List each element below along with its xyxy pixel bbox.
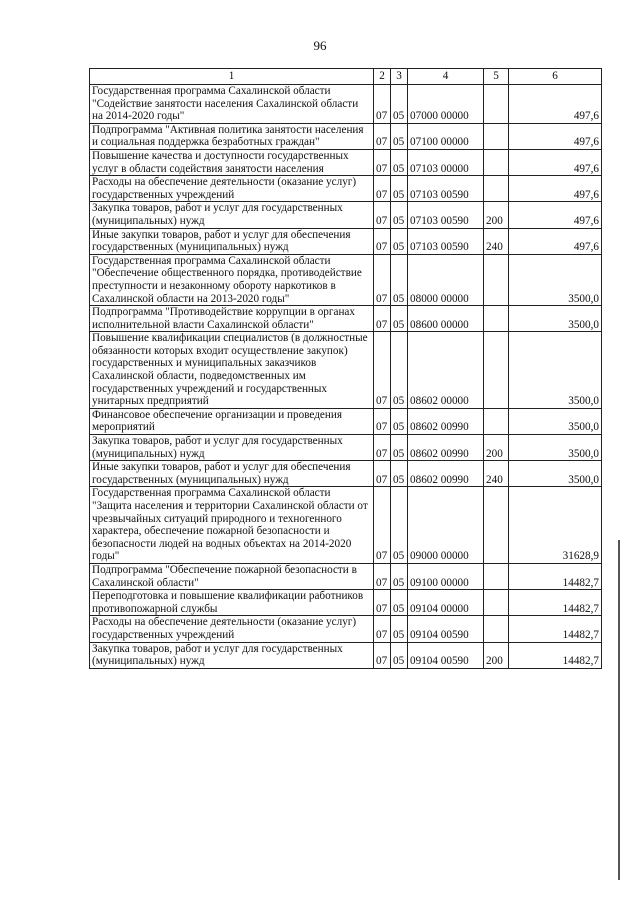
row-name: Государственная программа Сахалинской области "Обеспечение общественного порядка, противодействие преступности и незаконному обороту наркотиков в Сахалинской области на 2013-2020 годы": [90, 254, 374, 305]
row-name: Подпрограмма "Обеспечение пожарной безопасности в Сахалинской области": [90, 563, 374, 589]
row-section: 07: [374, 202, 391, 228]
row-expense-type: [484, 487, 509, 564]
row-name: Подпрограмма "Активная политика занятости населения и социальная поддержка безработных граждан": [90, 123, 374, 149]
row-name: Повышение качества и доступности государственных услуг в области содействия занятости населения: [90, 149, 374, 175]
row-target-code: 07000 00000: [408, 85, 484, 124]
row-target-code: 07103 00590: [408, 202, 484, 228]
table-row: [90, 123, 602, 149]
row-name: Подпрограмма "Противодействие коррупции в органах исполнительной власти Сахалинской области": [90, 306, 374, 332]
page-number: 96: [313, 38, 327, 53]
row-name: Закупка товаров, работ и услуг для государственных (муниципальных) нужд: [90, 202, 374, 228]
row-expense-type: [484, 332, 509, 409]
row-amount: 14482,7: [509, 590, 602, 616]
table-row: [90, 616, 602, 642]
table-row: [90, 85, 602, 124]
row-amount: 3500,0: [509, 461, 602, 487]
table-row: [90, 306, 602, 332]
row-amount: 3500,0: [509, 332, 602, 409]
row-expense-type: [484, 254, 509, 305]
row-expense-type: 200: [484, 642, 509, 668]
row-target-code: 08600 00000: [408, 306, 484, 332]
header-col-5: 5: [484, 69, 509, 85]
row-amount: 497,6: [509, 202, 602, 228]
budget-table: [89, 68, 602, 669]
table-row: [90, 435, 602, 461]
row-amount: 497,6: [509, 123, 602, 149]
row-target-code: 08602 00000: [408, 332, 484, 409]
row-expense-type: [484, 306, 509, 332]
row-name: Иные закупки товаров, работ и услуг для обеспечения государственных (муниципальных) нужд: [90, 228, 374, 254]
row-target-code: 09100 00000: [408, 563, 484, 589]
row-section: 07: [374, 123, 391, 149]
table-row: [90, 487, 602, 564]
row-section: 07: [374, 85, 391, 124]
row-subsection: 05: [391, 254, 408, 305]
row-name: Закупка товаров, работ и услуг для государственных (муниципальных) нужд: [90, 642, 374, 668]
row-section: 07: [374, 306, 391, 332]
row-expense-type: 200: [484, 435, 509, 461]
table-row: [90, 228, 602, 254]
row-section: 07: [374, 176, 391, 202]
row-expense-type: 240: [484, 228, 509, 254]
row-section: 07: [374, 149, 391, 175]
row-target-code: 09000 00000: [408, 487, 484, 564]
row-target-code: 08000 00000: [408, 254, 484, 305]
table-body: [90, 69, 602, 669]
row-name: Финансовое обеспечение организации и проведения мероприятий: [90, 408, 374, 434]
row-section: 07: [374, 616, 391, 642]
row-amount: 3500,0: [509, 306, 602, 332]
row-expense-type: [484, 563, 509, 589]
row-name: Государственная программа Сахалинской области "Защита населения и территории Сахалинской области от чрезвычайных ситуаций природного и техногенного характера, обеспечение пожарной безопасности и безопасности людей на водных объектах на 2014-2020 годы": [90, 487, 374, 564]
row-name: Закупка товаров, работ и услуг для государственных (муниципальных) нужд: [90, 435, 374, 461]
row-subsection: 05: [391, 435, 408, 461]
row-target-code: 07103 00000: [408, 149, 484, 175]
row-expense-type: [484, 176, 509, 202]
row-target-code: 09104 00590: [408, 642, 484, 668]
table-row: [90, 642, 602, 668]
table-row: [90, 254, 602, 305]
row-subsection: 05: [391, 616, 408, 642]
row-amount: 497,6: [509, 228, 602, 254]
row-expense-type: 240: [484, 461, 509, 487]
row-amount: 497,6: [509, 176, 602, 202]
row-target-code: 08602 00990: [408, 461, 484, 487]
row-subsection: 05: [391, 590, 408, 616]
table-row: [90, 590, 602, 616]
table-row: [90, 176, 602, 202]
table-row: [90, 408, 602, 434]
row-amount: 14482,7: [509, 616, 602, 642]
row-subsection: 05: [391, 202, 408, 228]
row-subsection: 05: [391, 487, 408, 564]
row-section: 07: [374, 228, 391, 254]
header-col-6: 6: [509, 69, 602, 85]
table-row: [90, 563, 602, 589]
row-amount: 14482,7: [509, 642, 602, 668]
row-name: Государственная программа Сахалинской области "Содействие занятости населения Сахалинской области на 2014-2020 годы": [90, 85, 374, 124]
row-amount: 497,6: [509, 149, 602, 175]
table-header-row: [90, 69, 602, 85]
row-subsection: 05: [391, 149, 408, 175]
row-subsection: 05: [391, 408, 408, 434]
row-section: 07: [374, 563, 391, 589]
header-col-4: 4: [408, 69, 484, 85]
row-subsection: 05: [391, 176, 408, 202]
row-expense-type: [484, 408, 509, 434]
row-subsection: 05: [391, 85, 408, 124]
row-amount: 3500,0: [509, 435, 602, 461]
row-section: 07: [374, 435, 391, 461]
table-row: [90, 461, 602, 487]
row-subsection: 05: [391, 642, 408, 668]
row-section: 07: [374, 408, 391, 434]
row-section: 07: [374, 642, 391, 668]
row-amount: 31628,9: [509, 487, 602, 564]
row-subsection: 05: [391, 563, 408, 589]
scan-edge-line: [618, 540, 620, 880]
table-row: [90, 332, 602, 409]
row-name: Переподготовка и повышение квалификации работников противопожарной службы: [90, 590, 374, 616]
row-expense-type: 200: [484, 202, 509, 228]
row-amount: 3500,0: [509, 408, 602, 434]
row-name: Расходы на обеспечение деятельности (оказание услуг) государственных учреждений: [90, 616, 374, 642]
row-target-code: 07103 00590: [408, 176, 484, 202]
header-col-2: 2: [374, 69, 391, 85]
row-amount: 497,6: [509, 85, 602, 124]
row-expense-type: [484, 149, 509, 175]
row-subsection: 05: [391, 461, 408, 487]
row-target-code: 09104 00000: [408, 590, 484, 616]
row-target-code: 07103 00590: [408, 228, 484, 254]
table-row: [90, 149, 602, 175]
row-name: Повышение квалификации специалистов (в должностные обязанности которых входит осуществление закупок) государственных и муниципальных заказчиков Сахалинской области, подведомственных им государственных учреждений и государственных унитарных предприятий: [90, 332, 374, 409]
row-expense-type: [484, 590, 509, 616]
row-section: 07: [374, 254, 391, 305]
row-target-code: 08602 00990: [408, 435, 484, 461]
row-name: Иные закупки товаров, работ и услуг для обеспечения государственных (муниципальных) нужд: [90, 461, 374, 487]
row-target-code: 08602 00990: [408, 408, 484, 434]
row-subsection: 05: [391, 228, 408, 254]
row-target-code: 07100 00000: [408, 123, 484, 149]
row-subsection: 05: [391, 332, 408, 409]
row-target-code: 09104 00590: [408, 616, 484, 642]
row-section: 07: [374, 487, 391, 564]
row-section: 07: [374, 590, 391, 616]
row-subsection: 05: [391, 306, 408, 332]
row-section: 07: [374, 461, 391, 487]
header-col-1: 1: [90, 69, 374, 85]
row-name: Расходы на обеспечение деятельности (оказание услуг) государственных учреждений: [90, 176, 374, 202]
header-col-3: 3: [391, 69, 408, 85]
row-expense-type: [484, 85, 509, 124]
row-section: 07: [374, 332, 391, 409]
row-subsection: 05: [391, 123, 408, 149]
row-expense-type: [484, 123, 509, 149]
row-amount: 3500,0: [509, 254, 602, 305]
row-amount: 14482,7: [509, 563, 602, 589]
table-row: [90, 202, 602, 228]
row-expense-type: [484, 616, 509, 642]
